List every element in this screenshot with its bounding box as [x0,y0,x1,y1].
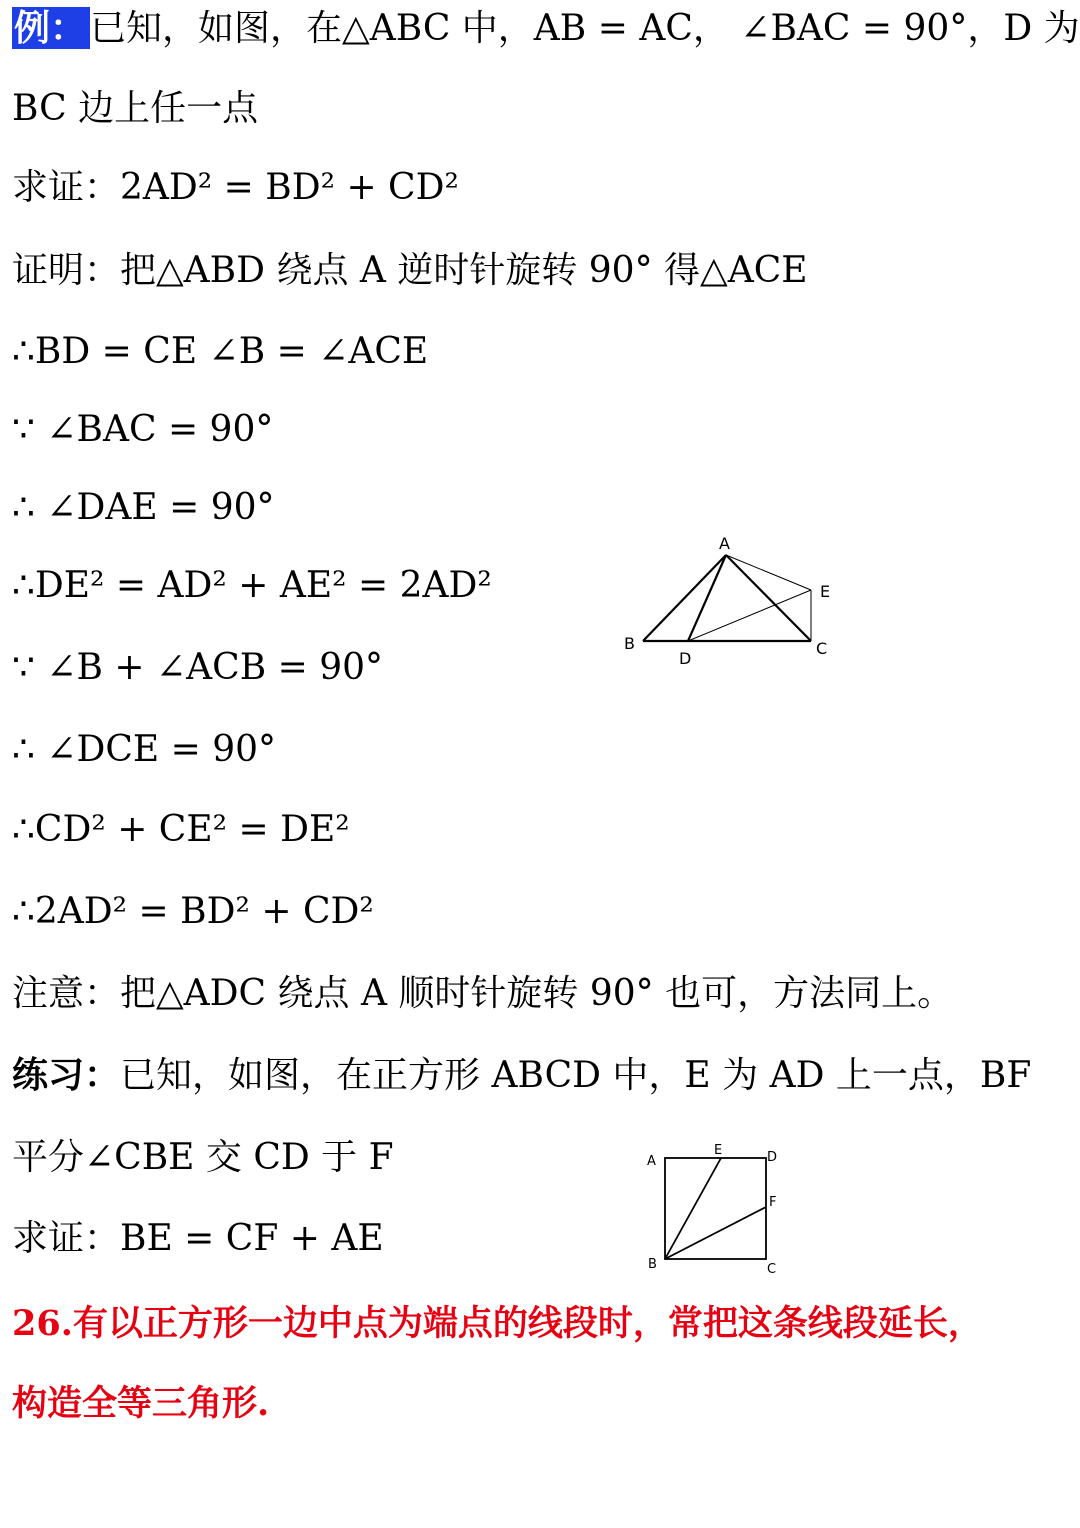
label-d: D [679,649,692,668]
proof-line-1: 证明：把△ABD 绕点 A 逆时针旋转 90° 得△ACE [12,250,808,291]
proof-line-3: ∵ ∠BAC = 90° [12,409,274,450]
example-note: 注意：把△ADC 绕点 A 顺时针旋转 90° 也可，方法同上。 [12,973,954,1014]
label-a: A [647,1154,656,1169]
segment-ae [726,555,811,590]
proof-line-7: ∴ ∠DCE = 90° [12,729,277,770]
exercise-problem-line-2: 平分∠CBE 交 CD 于 F [12,1137,394,1178]
example-prove-statement: 求证：2AD² = BD² + CD² [12,167,459,208]
label-f: F [769,1195,777,1210]
proof-line-9: ∴2AD² = BD² + CD² [12,891,374,932]
tip-line-1: 26.有以正方形一边中点为端点的线段时，常把这条线段延长， [12,1303,983,1344]
label-e: E [714,1143,723,1158]
exercise-problem-line-1 [12,1053,1072,1098]
segment-ab [643,555,726,641]
label-c: C [767,1262,777,1277]
label-e: E [820,582,831,601]
label-c: C [816,639,828,658]
label-b: B [648,1257,657,1272]
square-figure [640,1140,790,1280]
example-problem-line-1 [12,6,1080,51]
tip-line-2: 构造全等三角形. [12,1383,270,1424]
proof-line-4: ∴ ∠DAE = 90° [12,487,275,528]
proof-line-6: ∵ ∠B + ∠ACB = 90° [12,647,384,688]
proof-line-8: ∴CD² + CE² = DE² [12,809,350,850]
label-b: B [624,634,635,653]
label-a: A [719,534,730,553]
label-d: D [767,1150,778,1165]
example-problem-line-2: BC 边上任一点 [12,88,259,129]
proof-line-2: ∴BD = CE ∠B = ∠ACE [12,331,429,372]
example-problem-text-1: 已知，如图，在△ABC 中，AB = AC， ∠BAC = 90°，D 为 [90,8,1080,49]
square-abcd [665,1158,766,1259]
exercise-tag: 练习： [12,1054,121,1096]
triangle-figure [615,530,845,670]
exercise-problem-text-1: 已知，如图，在正方形 ABCD 中，E 为 AD 上一点，BF [120,1055,1032,1096]
example-tag: 例： [12,7,90,49]
proof-line-5: ∴DE² = AD² + AE² = 2AD² [12,565,492,606]
segment-ac [726,555,811,641]
exercise-prove-statement: 求证：BE = CF + AE [12,1218,384,1259]
